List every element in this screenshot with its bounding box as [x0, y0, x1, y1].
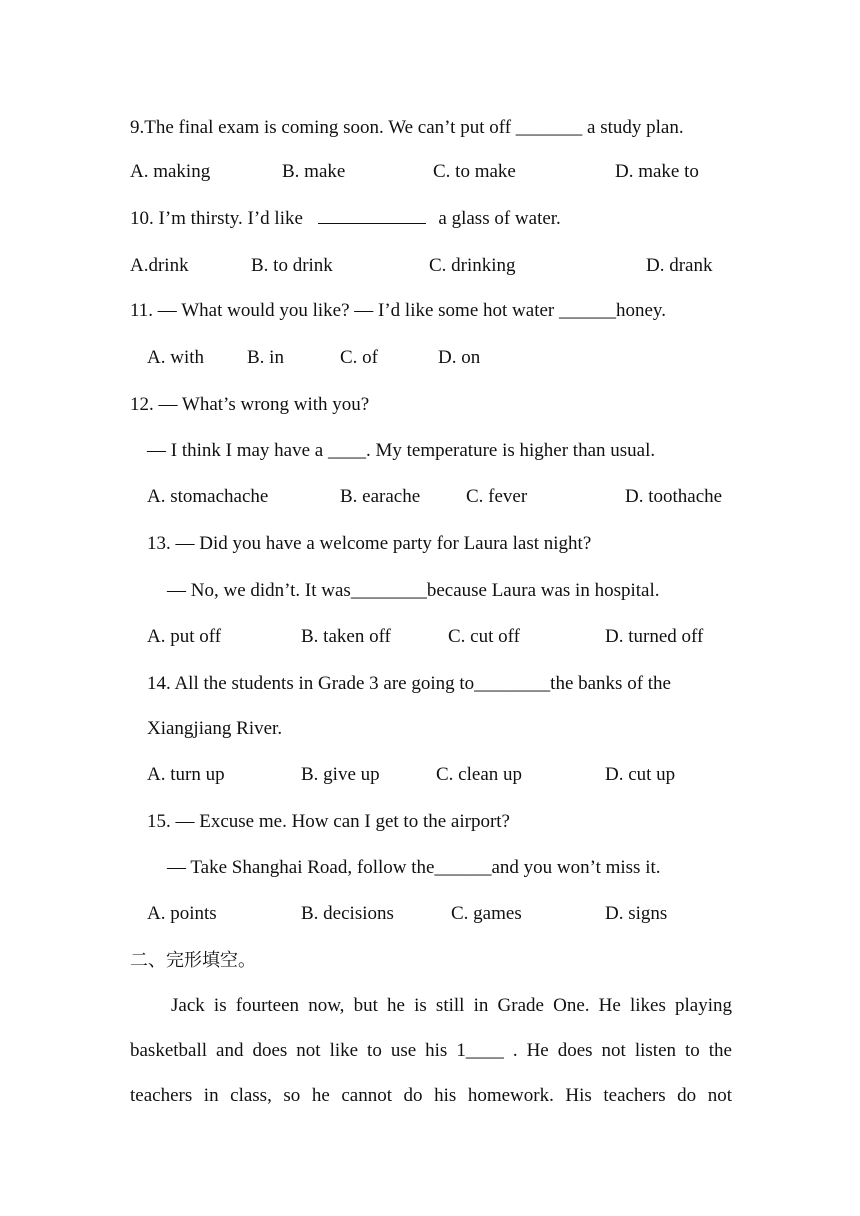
- q11-option-b: B. in: [247, 347, 284, 368]
- q14-option-c: C. clean up: [436, 764, 523, 785]
- question-12-reply: — I think I may have a ____. My temperature is higher than usual.: [147, 440, 656, 461]
- q9-option-a: A. making: [130, 161, 211, 182]
- q10-option-a: A.drink: [130, 255, 189, 276]
- question-15-reply: — Take Shanghai Road, follow the______and you won’t miss it.: [167, 857, 661, 878]
- q12-option-a: A. stomachache: [147, 486, 269, 507]
- q15-option-a: A. points: [147, 903, 217, 924]
- q11-option-d: D. on: [438, 347, 481, 368]
- passage-line-1: Jack is fourteen now, but he is still in Grade One. He likes playing: [171, 995, 732, 1016]
- q10-option-b: B. to drink: [251, 255, 333, 276]
- q11-option-c: C. of: [340, 347, 378, 368]
- passage-line-2: basketball and does not like to use his 1____ . He does not listen to the: [130, 1040, 732, 1061]
- q10-answer-blank: [318, 203, 426, 224]
- question-13-stem: 13. — Did you have a welcome party for Laura last night?: [147, 533, 592, 554]
- q10-option-c: C. drinking: [429, 255, 516, 276]
- q15-option-c: C. games: [451, 903, 522, 924]
- q11-option-a: A. with: [147, 347, 204, 368]
- q12-option-d: D. toothache: [625, 486, 723, 507]
- question-14-stem: 14. All the students in Grade 3 are going to________the banks of the: [147, 673, 671, 694]
- q9-option-d: D. make to: [615, 161, 699, 182]
- q10-option-d: D. drank: [646, 255, 713, 276]
- question-15-stem: 15. — Excuse me. How can I get to the airport?: [147, 811, 510, 832]
- q14-option-a: A. turn up: [147, 764, 225, 785]
- passage-line-3: teachers in class, so he cannot do his homework. His teachers do not: [130, 1085, 732, 1106]
- q13-option-c: C. cut off: [448, 626, 520, 647]
- question-10-stem: [130, 203, 561, 233]
- q10-stem-before: 10. I’m thirsty. I’d like: [130, 208, 303, 229]
- q15-option-d: D. signs: [605, 903, 668, 924]
- q14-option-d: D. cut up: [605, 764, 676, 785]
- q13-option-b: B. taken off: [301, 626, 391, 647]
- q13-option-d: D. turned off: [605, 626, 704, 647]
- q10-stem-after: a glass of water.: [438, 208, 561, 229]
- question-12-stem: 12. — What’s wrong with you?: [130, 394, 370, 415]
- q9-option-c: C. to make: [433, 161, 516, 182]
- q12-option-c: C. fever: [466, 486, 528, 507]
- q14-option-b: B. give up: [301, 764, 380, 785]
- question-13-reply: — No, we didn’t. It was________because Laura was in hospital.: [167, 580, 660, 601]
- q9-option-b: B. make: [282, 161, 346, 182]
- q13-option-a: A. put off: [147, 626, 222, 647]
- question-11-stem: 11. — What would you like? — I’d like some hot water ______honey.: [130, 300, 666, 321]
- q15-option-b: B. decisions: [301, 903, 394, 924]
- section-heading: 二、完形填空。: [130, 950, 256, 971]
- q12-option-b: B. earache: [340, 486, 421, 507]
- question-14-stem-continued: Xiangjiang River.: [147, 718, 283, 739]
- question-9-stem: 9.The final exam is coming soon. We can’t put off _______ a study plan.: [130, 117, 684, 138]
